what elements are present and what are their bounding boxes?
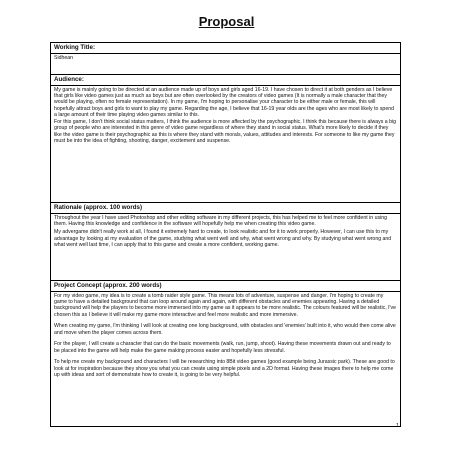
section-paragraph: Sidhean (54, 54, 74, 61)
proposal-table (50, 42, 401, 427)
section-paragraph: My advergame didn't really work at all, I found it extremely hard to create, to look realistic and for it to work properly. However, I can use this to my advantage by looking at my evaluation of the game, studying what went well and why, what went wrong and why. By studying what went wrong and what went well last time, I can apply that to this game and create a more confident, working game. (54, 229, 392, 249)
section-rationale (51, 203, 400, 281)
section-body (54, 87, 397, 145)
section-heading: Audience: (51, 76, 400, 86)
page-title: Proposal (198, 14, 255, 29)
section-body (54, 293, 397, 379)
section-paragraph: For this game, I don't think social status matters, I think the audience is more affected by the psychographic. I think this because there is always a big group of people who are interested in this genre of video game regardless of where they stand in social status. What's more likely to decide if they like the video game is their psychographic as this is where they stand with morals, values, attitudes and interests. For someone to like my game they must be into the idea of fighting, shooting, danger, excitement and suspense. (54, 118, 397, 145)
section-paragraph: Throughout the year I have used Photoshop and other editing software in my different projects, this has helped me to feel more confident in using them. Having this knowledge and confidence in the software will hopefully help me when creating this video game. (54, 214, 387, 227)
section-paragraph: When creating my game, I'm thinking I will look at creating one long background, with obstacles and 'enemies' built into it, who would then come alive and move when the player comes across them. (54, 323, 396, 336)
section-project-concept (51, 281, 400, 426)
section-heading: Rationale (approx. 100 words) (51, 204, 400, 214)
section-body (54, 55, 397, 61)
section-body (54, 215, 397, 249)
section-heading: Project Concept (approx. 200 words) (51, 282, 400, 292)
page-number: 1 (395, 423, 399, 429)
section-heading: Working Title: (51, 44, 400, 54)
section-paragraph: For the player, I will create a character that can do the basic movements (walk, run, jump, shoot). Having these movements drawn out and ready to be placed into the game will help make the game making process easier and hopefully less stressful. (54, 341, 391, 354)
section-paragraph: My game is mainly going to be directed at an audience made up of boys and girls aged 16-19. I have chosen to direct it at both genders as I believe that girls like video games just as much as boys but are often overlooked by the creators of video games (It is normally a male character that they would be playing, often no female representation). In my game, I'm hoping to personalise your character to be either male or female, this will hopefully attract boys and girls to want to play my game. Regarding the age, I believe that 16-19 year olds are the ages who are most likely to spend a large amount of their time playing video games similar to this. (54, 86, 394, 119)
section-working-title (51, 43, 400, 75)
section-audience (51, 75, 400, 203)
section-paragraph: To help me create my background and characters I will be researching into 8Bit video games (good example being Jurassic park). These are good to look at for inspiration because they show you what you can create using simple pixels and a 2D format. Having these images there to help me come up with ideas and sort of demonstrate how to create it, is going to be very helpful. (54, 359, 395, 379)
section-paragraph: For my video game, my idea is to create a tomb raider style game. This means lots of adventure, suspense and danger. I'm hoping to create my game to have a detailed background that can loop around again and again, with different obstacles and enemies appearing. Having a detailed background will help the players to become more immersed into my game as it appears to be more realistic. The colours featured will be realistic, I've chosen this as I believe it will make my game more interactive and feel more realistic and more immersive. (54, 292, 396, 318)
